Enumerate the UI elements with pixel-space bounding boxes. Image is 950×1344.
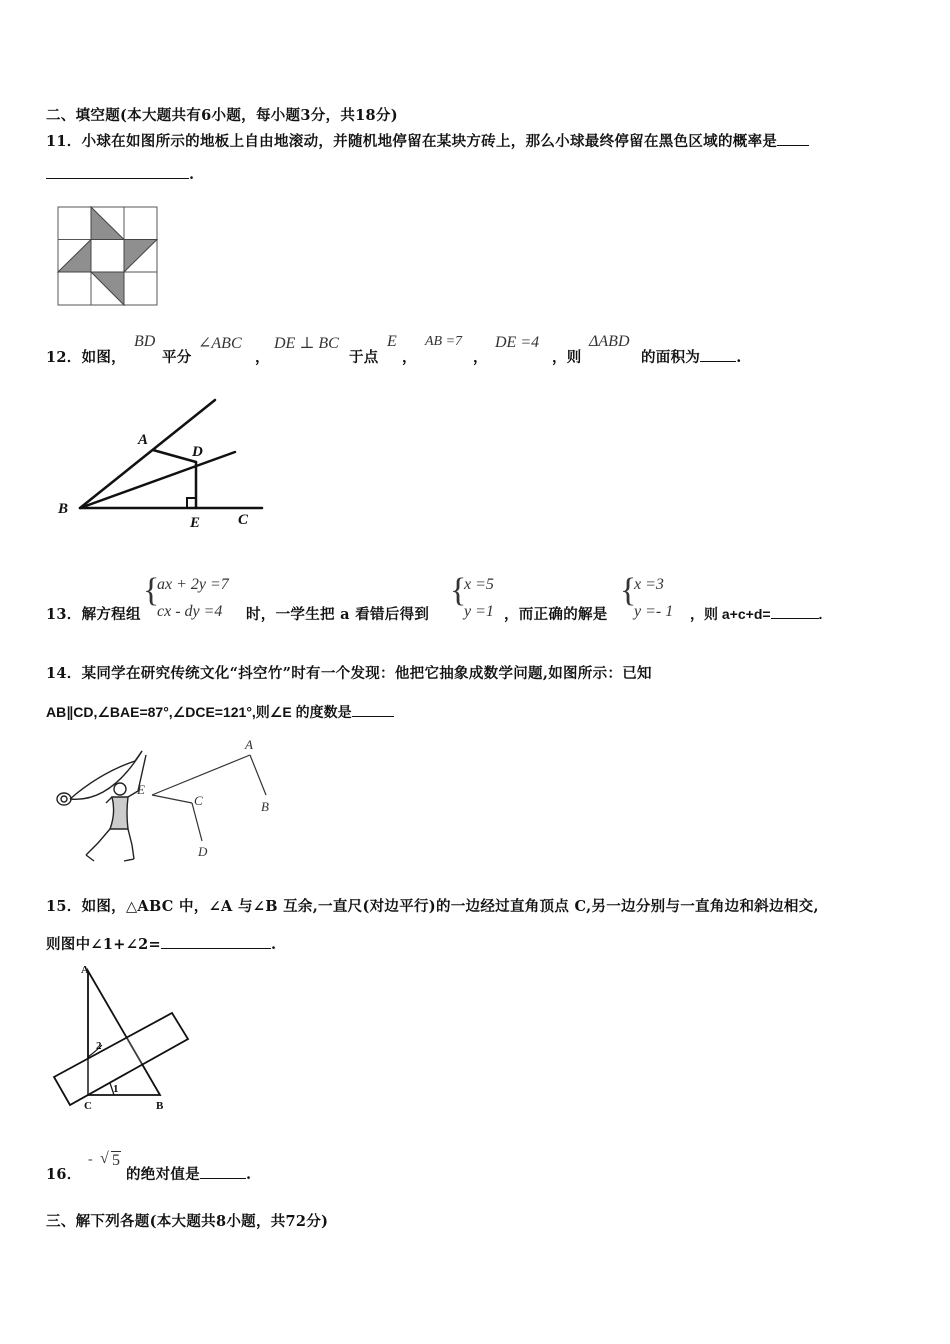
q11-text xyxy=(46,130,809,151)
q12-area-text: 的面积为 xyxy=(641,349,701,366)
q15-label-c: C xyxy=(84,1100,92,1112)
q13-mid: 时，一学生把 a 看错后得到 xyxy=(246,606,430,623)
q12-area xyxy=(641,346,742,367)
q11-blank-part1 xyxy=(777,133,809,146)
q15-label-b: B xyxy=(156,1100,164,1112)
q15-line1: 15．如图，△ABC 中，∠A 与∠B 互余,一直尺(对边平行)的一边经过直角顶点 C,另一边分别与一直角边和斜边相交, xyxy=(46,898,819,915)
q15-label-a: A xyxy=(81,965,89,976)
q12-angle-abc: ∠ABC xyxy=(198,335,242,352)
diabolo-player-illustration xyxy=(57,751,146,861)
q12-label-e: E xyxy=(190,515,201,531)
q12-label-b: B xyxy=(58,501,69,517)
section-heading-solve: 三、解下列各题(本大题共8小题，共72分) xyxy=(46,1213,329,1230)
q14-label-a: A xyxy=(245,737,253,752)
section-heading-fill-in: 二、填空题(本大题共有6小题，每小题3分，共18分) xyxy=(46,107,398,124)
q11-tile-grid-figure xyxy=(56,205,160,307)
q11-blank-part2 xyxy=(46,166,189,179)
q15-blank xyxy=(161,936,271,949)
q16-number: 16． xyxy=(46,1166,82,1183)
q12-label-a: A xyxy=(138,432,149,448)
q13-ask xyxy=(690,604,822,624)
q12-de: DE =4 xyxy=(495,334,540,351)
q16-radicand: 5 xyxy=(112,1152,120,1169)
q12-period: . xyxy=(736,349,742,366)
q14-label-c: C xyxy=(194,793,203,808)
q12-comma1: ， xyxy=(255,349,270,366)
q13-right-brace: { xyxy=(620,572,637,609)
q13-system-brace: { xyxy=(143,572,160,609)
q13-wrong-brace: { xyxy=(450,572,467,609)
q14-diabolo-figure xyxy=(50,733,290,865)
q12-bd: BD xyxy=(134,333,156,350)
q13-wrong-y: y =1 xyxy=(464,603,494,620)
q12-comma3: ， xyxy=(473,349,488,366)
q14-line2 xyxy=(46,702,394,722)
q11-shaded-region xyxy=(58,207,157,305)
q12-perp: DE ⊥ BC xyxy=(274,335,339,352)
q13-blank xyxy=(771,606,819,619)
q14-line2-text: AB∥CD,∠BAE=87°,∠DCE=121°,则∠E 的度数是 xyxy=(46,704,352,720)
q13-wrong-x: x =5 xyxy=(464,576,494,593)
q12-label-d: D xyxy=(192,444,203,460)
q14-label-e: E xyxy=(137,782,145,797)
q16-text xyxy=(126,1163,251,1184)
q13-right-y: y =- 1 xyxy=(634,603,674,620)
q12-prefix: 12．如图， xyxy=(46,349,126,366)
q13-right-x: x =3 xyxy=(634,576,664,593)
q12-point-e: E xyxy=(387,333,397,350)
q12-at: 于点 xyxy=(349,349,379,366)
q14-blank xyxy=(352,704,394,717)
q12-then: ，则 xyxy=(552,349,582,366)
q15-triangle-ruler-figure xyxy=(50,965,192,1115)
q14-line1: 14．某同学在研究传统文化“抖空竹”时有一个发现：他把它抽象成数学问题,如图所示：已知 xyxy=(46,665,652,682)
q13-prefix: 13．解方程组 xyxy=(46,606,141,623)
q16-text-body: 的绝对值是 xyxy=(126,1166,200,1183)
q15-line2-text: 则图中∠1+∠2= xyxy=(46,936,161,953)
grid-border xyxy=(58,207,157,305)
q13-eq1: ax + 2y =7 xyxy=(157,576,229,593)
q12-angle-figure xyxy=(50,392,275,532)
q15-label-2: 2 xyxy=(96,1040,102,1052)
q15-line2 xyxy=(46,933,276,954)
q15-period: . xyxy=(270,936,277,953)
q12-label-c: C xyxy=(238,512,249,528)
q16-blank xyxy=(200,1166,246,1179)
q14-label-d: D xyxy=(198,844,208,859)
q13-ask-text: ，则 a+c+d= xyxy=(690,606,771,622)
q12-bisect: 平分 xyxy=(162,349,192,366)
right-angle-mark xyxy=(187,498,196,508)
q12-triangle-abd: ΔABD xyxy=(589,333,630,350)
q16-sqrt-symbol: √ xyxy=(100,1150,109,1167)
q16-period: . xyxy=(246,1166,252,1183)
q11-period: . xyxy=(189,166,195,183)
q14-label-b: B xyxy=(261,799,269,814)
q15-label-1: 1 xyxy=(113,1083,119,1095)
q11-text-line2 xyxy=(46,166,194,183)
q16-neg: - xyxy=(88,1152,93,1167)
q12-blank xyxy=(700,349,736,362)
q11-stem: 11．小球在如图所示的地板上自由地滚动，并随机地停留在某块方砖上，那么小球最终停留在黑色区域的概率是 xyxy=(46,133,778,150)
q13-period: . xyxy=(818,606,823,622)
q12-comma2: ， xyxy=(402,349,417,366)
q13-correct-text: ，而正确的解是 xyxy=(504,606,608,623)
q12-ab: AB =7 xyxy=(425,334,463,349)
q13-eq2: cx - dy =4 xyxy=(157,603,223,620)
